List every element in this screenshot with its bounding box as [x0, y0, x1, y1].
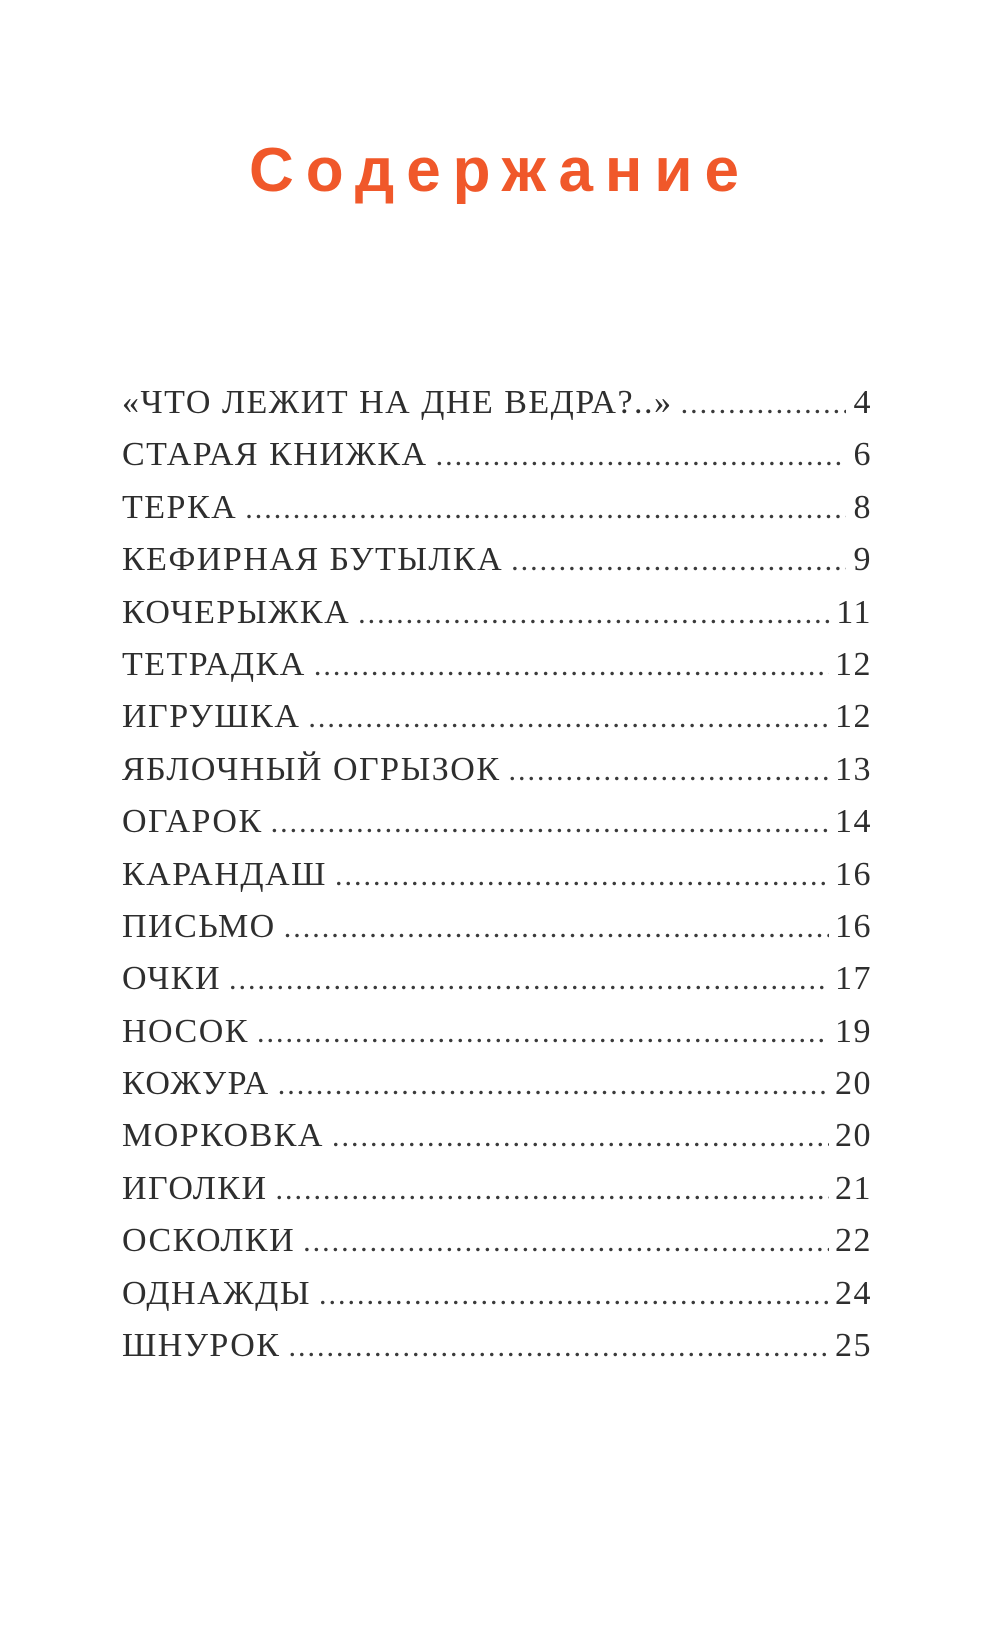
toc-page-number: 17	[835, 960, 872, 998]
dot-leader	[288, 1330, 829, 1364]
toc-entry-title: КАРАНДАШ	[122, 855, 327, 893]
toc-entry-title: ИГОЛКИ	[122, 1169, 268, 1207]
dot-leader	[245, 492, 846, 526]
toc-entry	[122, 856, 872, 908]
dot-leader	[436, 439, 846, 473]
toc-page-number: 21	[835, 1169, 872, 1207]
toc-entry-title: ОСКОЛКИ	[122, 1222, 296, 1260]
toc-page-number: 20	[835, 1065, 872, 1103]
toc-entry	[122, 751, 872, 803]
toc-entry-title: ИГРУШКА	[122, 698, 301, 736]
toc-page-number: 11	[836, 593, 872, 631]
toc-entry	[122, 646, 872, 698]
table-of-contents	[122, 384, 872, 1379]
toc-entry-title: МОРКОВКА	[122, 1117, 324, 1155]
toc-entry	[122, 1170, 872, 1222]
toc-entry-title: ТЕТРАДКА	[122, 645, 306, 683]
toc-entry	[122, 594, 872, 646]
toc-page-number: 25	[835, 1327, 872, 1365]
dot-leader	[332, 1120, 829, 1154]
toc-entry-title: ПИСЬМО	[122, 907, 276, 945]
toc-page-number: 24	[835, 1274, 872, 1312]
toc-entry-title: ОЧКИ	[122, 960, 222, 998]
toc-entry-title: ЯБЛОЧНЫЙ ОГРЫЗОК	[122, 750, 501, 788]
toc-entry-title: СТАРАЯ КНИЖКА	[122, 436, 428, 474]
toc-page-number: 12	[835, 698, 872, 736]
toc-entry-title: «ЧТО ЛЕЖИТ НА ДНЕ ВЕДРА?..»	[122, 384, 673, 421]
toc-page-number: 16	[835, 855, 872, 893]
toc-entry	[122, 541, 872, 593]
toc-entry	[122, 489, 872, 541]
toc-entry	[122, 436, 872, 488]
toc-page-number: 14	[835, 803, 872, 841]
toc-entry-title: ШНУРОК	[122, 1327, 281, 1365]
toc-entry-title: НОСОК	[122, 1012, 249, 1050]
toc-page-number: 20	[835, 1117, 872, 1155]
dot-leader	[257, 1016, 829, 1050]
dot-leader	[229, 963, 829, 997]
toc-page-number: 22	[835, 1222, 872, 1260]
toc-entry-title: КОЖУРА	[122, 1065, 270, 1103]
toc-page-number: 6	[853, 436, 872, 474]
toc-entry-title: КЕФИРНАЯ БУТЫЛКА	[122, 541, 504, 579]
toc-page-number: 9	[853, 541, 872, 579]
dot-leader	[335, 859, 829, 893]
toc-entry	[122, 1222, 872, 1274]
dot-leader	[308, 701, 829, 735]
dot-leader	[358, 597, 830, 631]
toc-entry	[122, 908, 872, 960]
toc-entry	[122, 698, 872, 750]
toc-entry	[122, 803, 872, 855]
dot-leader	[511, 544, 846, 578]
toc-entry	[122, 1327, 872, 1379]
dot-leader	[276, 1173, 829, 1207]
toc-entry-title: ТЕРКА	[122, 488, 238, 526]
toc-entry	[122, 1065, 872, 1117]
toc-entry	[122, 960, 872, 1012]
toc-entry-title: ОДНАЖДЫ	[122, 1274, 311, 1312]
toc-page-number: 4	[853, 384, 872, 421]
dot-leader	[509, 754, 829, 788]
toc-page-number: 13	[835, 750, 872, 788]
dot-leader	[278, 1068, 829, 1102]
toc-entry-title: ОГАРОК	[122, 803, 263, 841]
dot-leader	[314, 649, 829, 683]
toc-entry-title: КОЧЕРЫЖКА	[122, 593, 351, 631]
toc-entry	[122, 1013, 872, 1065]
dot-leader	[319, 1278, 829, 1312]
toc-entry	[122, 384, 872, 436]
toc-page-number: 8	[853, 488, 872, 526]
dot-leader	[284, 911, 829, 945]
toc-entry	[122, 1117, 872, 1169]
dot-leader	[303, 1225, 829, 1259]
toc-page-number: 12	[835, 645, 872, 683]
dot-leader	[681, 387, 846, 421]
toc-page-number: 19	[835, 1012, 872, 1050]
dot-leader	[271, 806, 829, 840]
page-title: Содержание	[249, 136, 751, 205]
toc-page-number: 16	[835, 907, 872, 945]
toc-entry	[122, 1275, 872, 1327]
